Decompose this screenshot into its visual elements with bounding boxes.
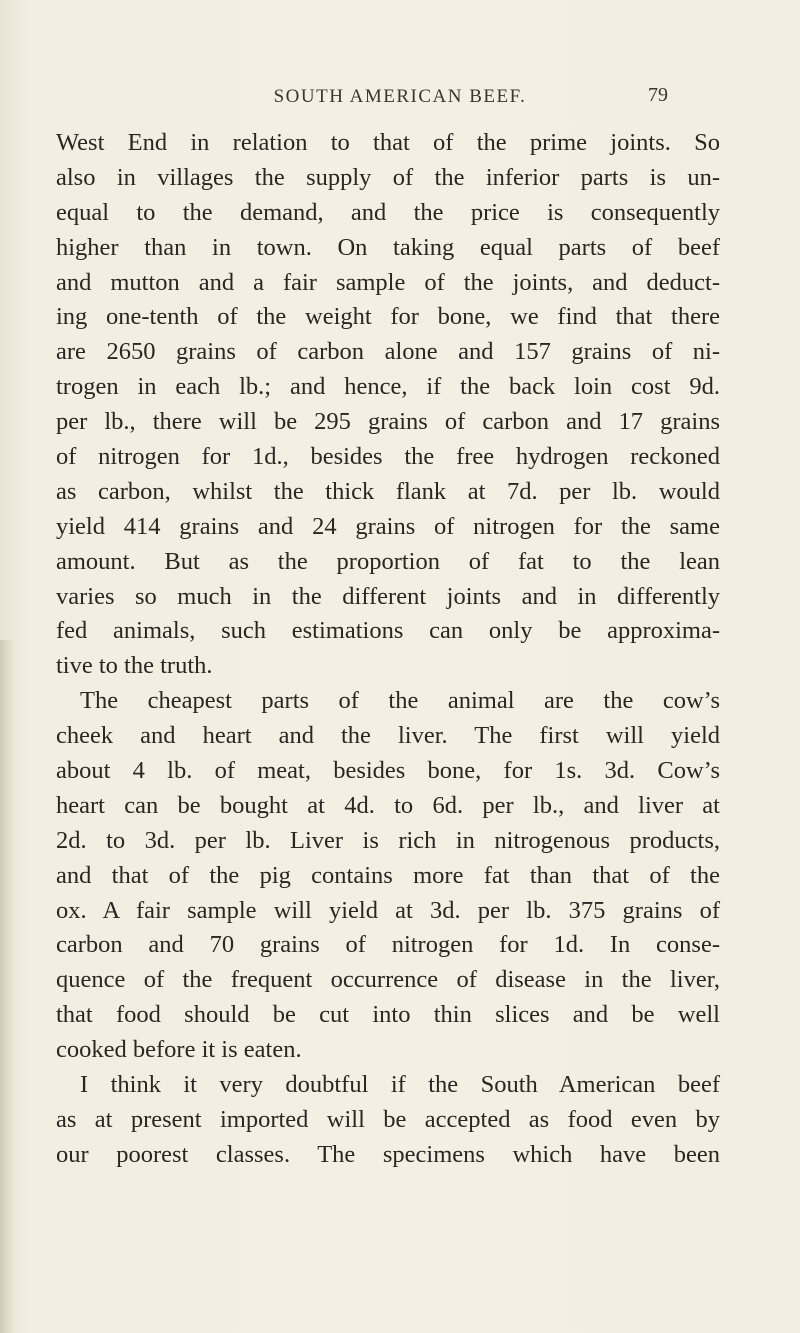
text-line: ing one-tenth of the weight for bone, we find that there (56, 303, 720, 331)
page-gutter-shadow (0, 640, 14, 1333)
text-line: West End in relation to that of the prime joints. So (56, 129, 720, 156)
text-line: higher than in town. On taking equal parts of beef (56, 233, 720, 261)
text-line: equal to the demand, and the price is consequently (56, 198, 720, 226)
text-line: quence of the frequent occurrence of disease in the liver, (56, 966, 720, 994)
text-line: trogen in each lb.; and hence, if the back loin cost 9d. (56, 373, 720, 401)
text-line: of nitrogen for 1d., besides the free hydrogen reckoned (56, 443, 720, 471)
text-line: cheek and heart and the liver. The first will yield (56, 722, 720, 750)
text-line: that food should be cut into thin slices and be well (56, 1001, 720, 1029)
text-line: amount. But as the proportion of fat to the lean (56, 547, 720, 575)
running-title: SOUTH AMERICAN BEEF. (273, 86, 527, 107)
text-line: also in villages the supply of the inferior parts is un- (56, 163, 720, 191)
text-line: our poorest classes. The specimens which have been (56, 1140, 720, 1168)
text-line: The cheapest parts of the animal are the cow’s (80, 687, 720, 715)
text-line: carbon and 70 grains of nitrogen for 1d. In conse- (56, 931, 720, 959)
text-line: and mutton and a fair sample of the joints, and deduct- (56, 268, 720, 296)
text-line: ox. A fair sample will yield at 3d. per lb. 375 grains of (56, 896, 720, 924)
text-line: fed animals, such estimations can only be approxima- (56, 617, 720, 645)
text-line: heart can be bought at 4d. to 6d. per lb., and liver at (56, 791, 720, 819)
text-line: yield 414 grains and 24 grains of nitrogen for the same (56, 512, 720, 540)
page-number: 79 (648, 84, 668, 106)
text-line: 2d. to 3d. per lb. Liver is rich in nitrogenous products, (56, 826, 720, 854)
text-line: and that of the pig contains more fat than that of the (56, 861, 720, 889)
text-line: tive to the truth. (56, 652, 213, 680)
text-line: about 4 lb. of meat, besides bone, for 1s. 3d. Cow’s (56, 757, 720, 785)
text-line: I think it very doubtful if the South American beef (80, 1071, 720, 1099)
text-line: as at present imported will be accepted as food even by (56, 1105, 720, 1133)
text-line: are 2650 grains of carbon alone and 157 grains of ni- (56, 338, 720, 366)
text-line: cooked before it is eaten. (56, 1036, 302, 1064)
text-line: per lb., there will be 295 grains of carbon and 17 grains (56, 408, 720, 436)
text-line: as carbon, whilst the thick flank at 7d. per lb. would (56, 477, 720, 505)
text-line: varies so much in the different joints and in differently (56, 582, 720, 610)
body-text (56, 126, 720, 1173)
running-header (0, 80, 800, 110)
